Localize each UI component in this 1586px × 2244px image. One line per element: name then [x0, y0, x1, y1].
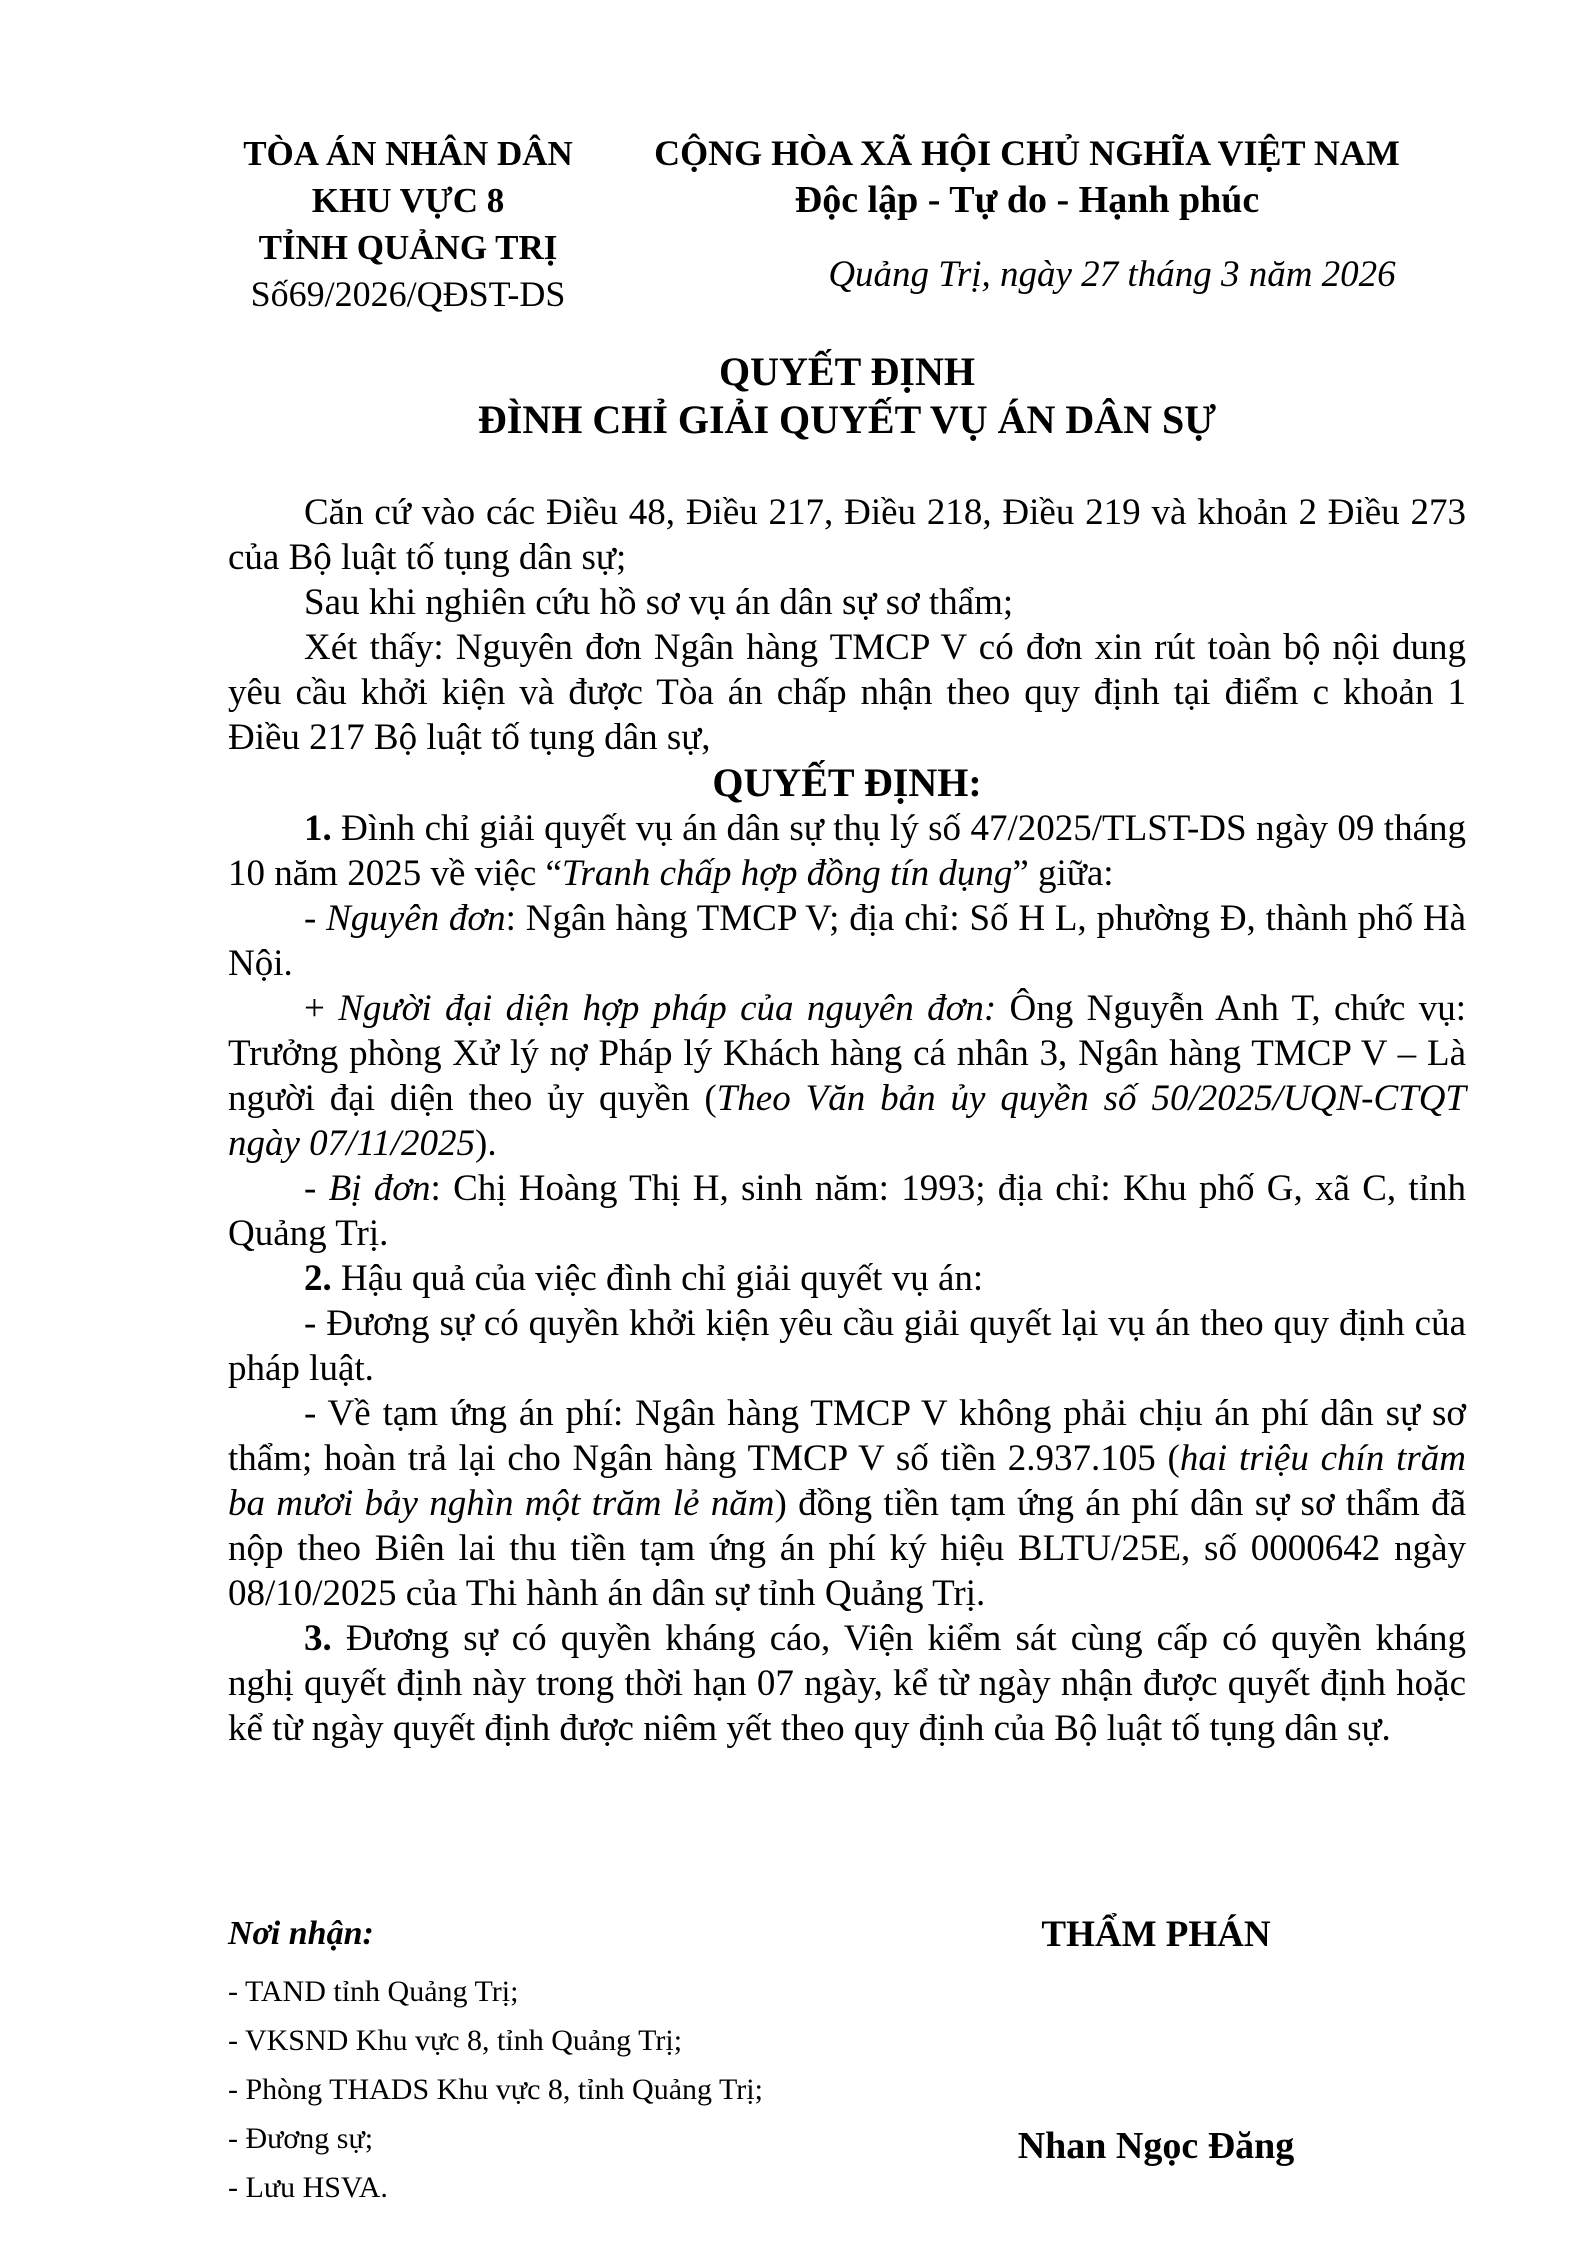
body-paragraph: - Bị đơn: Chị Hoàng Thị H, sinh năm: 1993; địa chỉ: Khu phố G, xã C, tỉnh Quảng Trị. [228, 1168, 1466, 1254]
body-paragraph: 2. Hậu quả của việc đình chỉ giải quyết vụ án: [304, 1258, 984, 1299]
document-header [228, 130, 1466, 318]
title-block [228, 348, 1466, 444]
body-paragraph: + Người đại diện hợp pháp của nguyên đơn: Ông Nguyễn Anh T, chức vụ: Trưởng phòng Xử lý nợ Pháp lý Khách hàng cá nhân 3, Ngân hàng TMCP V – Là người đại diện theo ủy quyền (Theo Văn bản ủy quyền số 50/2025/UQN-CTQT ngày 07/11/2025). [228, 988, 1467, 1164]
body-paragraph: Căn cứ vào các Điều 48, Điều 217, Điều 218, Điều 219 và khoản 2 Điều 273 của Bộ luật tố tụng dân sự; [228, 492, 1466, 578]
section-heading: QUYẾT ĐỊNH: [712, 760, 982, 805]
recipients-label: Nơi nhận: [228, 1915, 374, 1952]
body-paragraph: 1. Đình chỉ giải quyết vụ án dân sự thụ lý số 47/2025/TLST-DS ngày 09 tháng 10 năm 2025 về việc “Tranh chấp hợp đồng tín dụng” giữa: [228, 808, 1466, 894]
body-paragraph: 3. Đương sự có quyền kháng cáo, Viện kiểm sát cùng cấp có quyền kháng nghị quyết định này trong thời hạn 07 ngày, kể từ ngày nhận được quyết định hoặc kể từ ngày quyết định được niêm yết theo quy định của Bộ luật tố tụng dân sự. [228, 1618, 1466, 1749]
signature-block [846, 1911, 1466, 2170]
judge-title: THẨM PHÁN [1041, 1914, 1271, 1955]
court-name-line-2: KHU VỰC 8 [311, 181, 505, 220]
body-paragraph: Sau khi nghiên cứu hồ sơ vụ án dân sự sơ thẩm; [304, 582, 1014, 623]
recipient-item: - VKSND Khu vực 8, tỉnh Quảng Trị; [228, 2024, 683, 2057]
body-paragraph: Xét thấy: Nguyên đơn Ngân hàng TMCP V có đơn xin rút toàn bộ nội dung yêu cầu khởi kiện và được Tòa án chấp nhận theo quy định tại điểm c khoản 1 Điều 217 Bộ luật tố tụng dân sự, [228, 627, 1466, 758]
court-name-line-1: TÒA ÁN NHÂN DÂN [243, 134, 573, 173]
document-title: QUYẾT ĐỊNH [719, 349, 975, 394]
court-name-line-3: TỈNH QUẢNG TRỊ [258, 228, 558, 267]
national-motto: Độc lập - Tự do - Hạnh phúc [794, 179, 1260, 221]
recipient-item: - Phòng THADS Khu vực 8, tỉnh Quảng Trị; [228, 2073, 763, 2106]
national-title: CỘNG HÒA XÃ HỘI CHỦ NGHĨA VIỆT NAM [654, 133, 1400, 173]
recipient-item: - Lưu HSVA. [228, 2171, 388, 2204]
body-paragraph: - Về tạm ứng án phí: Ngân hàng TMCP V không phải chịu án phí dân sự sơ thẩm; hoàn trả lại cho Ngân hàng TMCP V số tiền 2.937.105 (hai triệu chín trăm ba mươi bảy nghìn một trăm lẻ năm) đồng tiền tạm ứng án phí dân sự sơ thẩm đã nộp theo Biên lai thu tiền tạm ứng án phí ký hiệu BLTU/25E, số 0000642 ngày 08/10/2025 của Thi hành án dân sự tỉnh Quảng Trị. [228, 1393, 1467, 1614]
recipient-item: - TAND tỉnh Quảng Trị; [228, 1975, 519, 2008]
document-subtitle: ĐÌNH CHỈ GIẢI QUYẾT VỤ ÁN DÂN SỰ [477, 397, 1217, 442]
date-line: Quảng Trị, ngày 27 tháng 3 năm 2026 [828, 254, 1396, 295]
body-paragraph: - Đương sự có quyền khởi kiện yêu cầu giải quyết lại vụ án theo quy định của pháp luật. [228, 1303, 1466, 1389]
issuing-court-block [228, 130, 588, 318]
document-footer [228, 1911, 1466, 2212]
document-body [228, 490, 1466, 1751]
recipients-block [228, 1911, 846, 2212]
judge-name: Nhan Ngọc Đăng [1017, 2125, 1295, 2167]
body-paragraph: - Nguyên đơn: Ngân hàng TMCP V; địa chỉ: Số H L, phường Đ, thành phố Hà Nội. [228, 898, 1466, 984]
national-header-block [588, 130, 1466, 318]
recipients-list [228, 1967, 846, 2212]
document-number: Số69/2026/QĐST-DS [250, 274, 566, 314]
recipient-item: - Đương sự; [228, 2122, 374, 2155]
